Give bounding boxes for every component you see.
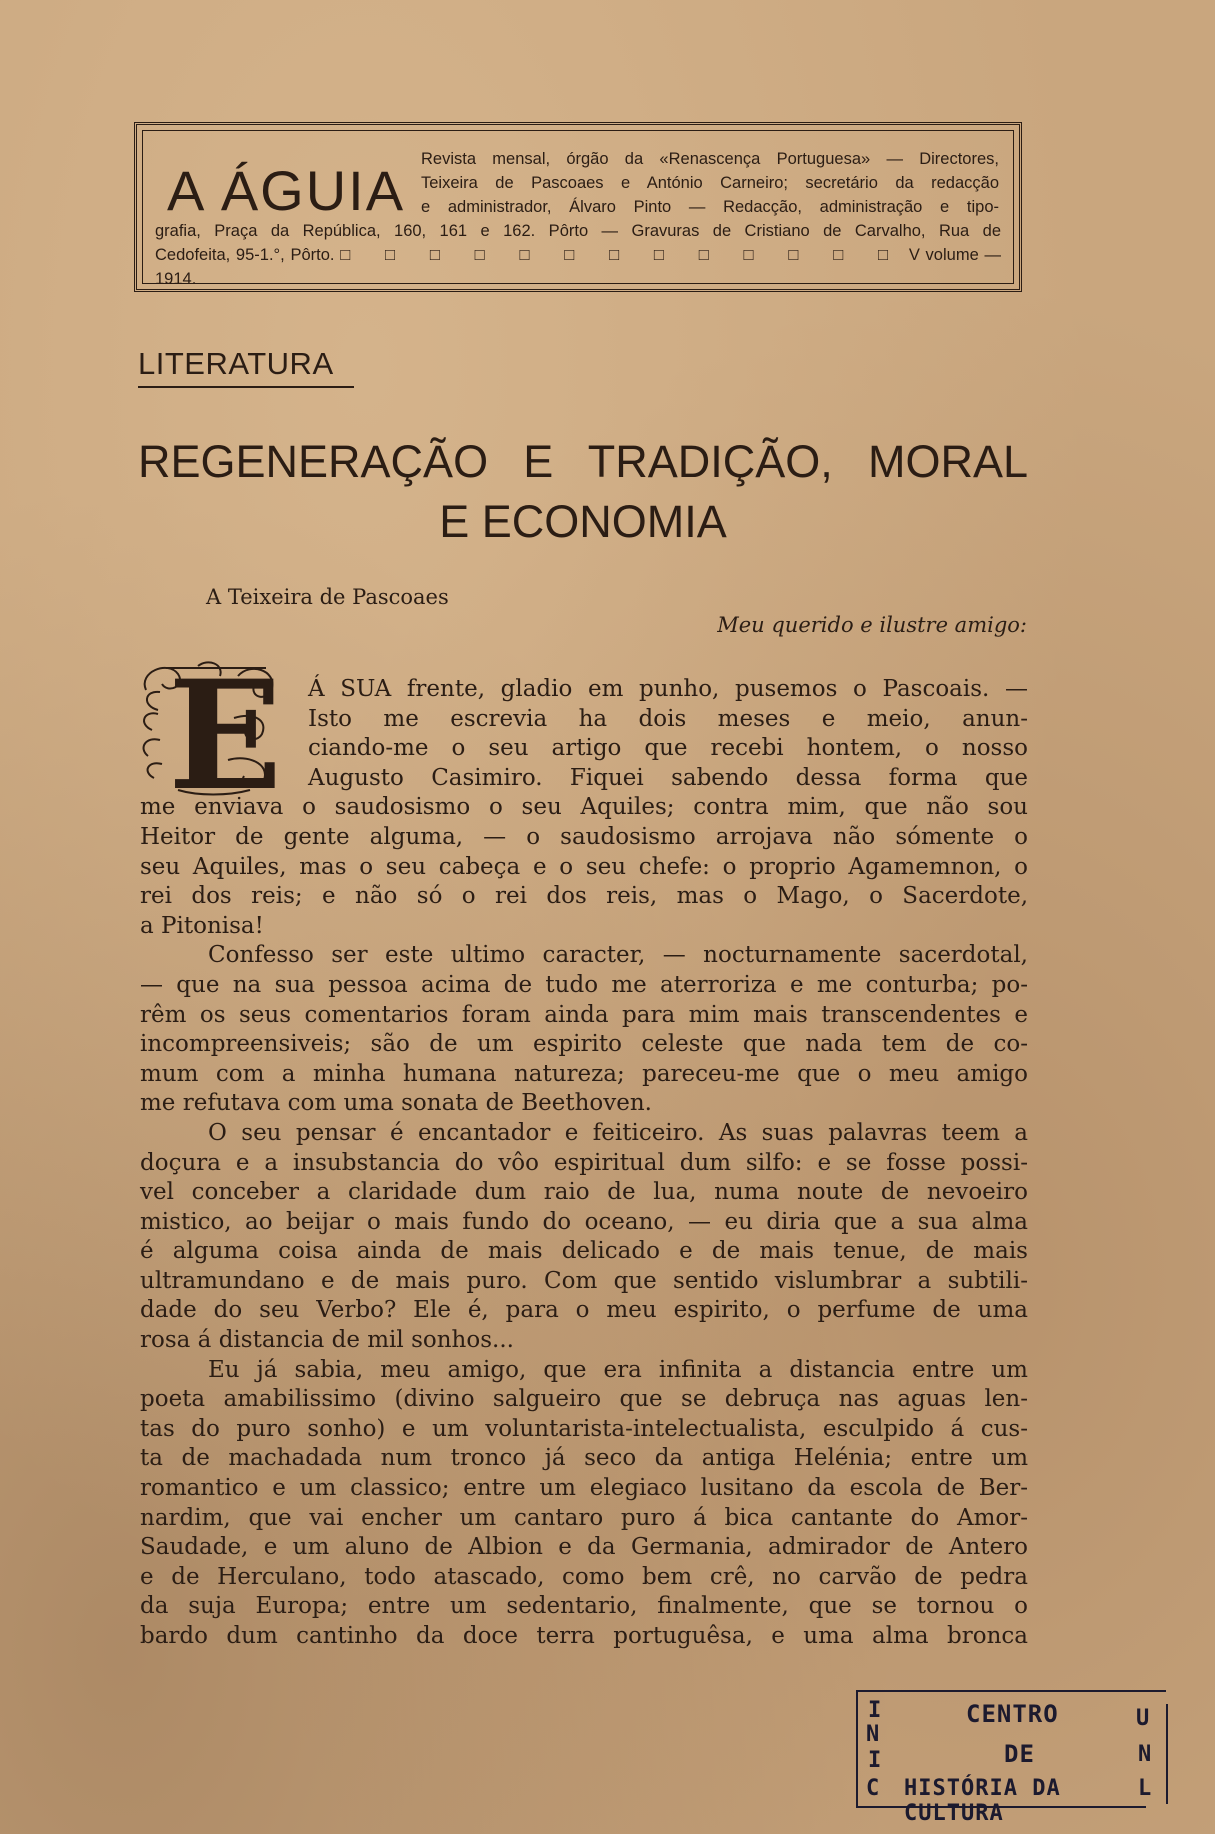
stamp-right-letter: L	[1138, 1776, 1152, 1801]
article-body	[140, 675, 1028, 1652]
body-line: rei dos reis; e não só o rei dos reis, mas o Mago, o Sacerdote,	[140, 883, 1028, 910]
stamp-line-2: DE	[1004, 1740, 1035, 1768]
body-line: Eu já sabia, meu amigo, que era infinita a distancia entre um	[208, 1356, 1028, 1383]
masthead-line-3: e administrador, Álvaro Pinto — Redacção, administração e tipo-	[421, 198, 999, 216]
stamp-left-letter: I	[868, 1698, 882, 1723]
body-line: ta de machadada num tronco já seco da antiga Helénia; entre um	[140, 1445, 1028, 1472]
body-line: me enviava o saudosismo o seu Aquiles; contra mim, que não sou	[140, 794, 1028, 821]
article-title-line-2: E ECONOMIA	[439, 496, 727, 547]
masthead-line-2: Teixeira de Pascoaes e António Carneiro; secretário da redacção	[421, 174, 999, 192]
stamp-line-3: HISTÓRIA DA CULTURA	[904, 1776, 1061, 1826]
body-line: é alguma coisa ainda de mais delicado e de mais tenue, de mais	[140, 1238, 1028, 1265]
body-line: Confesso ser este ultimo caracter, — nocturnamente sacerdotal,	[208, 942, 1028, 969]
body-line: vel conceber a claridade dum raio de lua, numa noute de nevoeiro	[140, 1179, 1028, 1206]
masthead-line-5	[155, 243, 1001, 291]
stamp-left-letter: I	[868, 1748, 882, 1773]
body-line: a Pitonisa!	[140, 912, 264, 939]
body-line: da suja Europa; entre um sedentario, finalmente, que se tornou o	[140, 1593, 1028, 1620]
body-line: seu Aquiles, mas o seu cabeça e o seu chefe: o proprio Agamemnon, o	[140, 853, 1028, 880]
body-line: mum com a minha humana natureza; pareceu-me que o meu amigo	[140, 1060, 1028, 1087]
section-underline	[138, 386, 354, 388]
stamp-border-left	[856, 1690, 858, 1808]
body-line: me refutava com uma sonata de Beethoven.	[140, 1090, 652, 1117]
body-line: Isto me escrevia ha dois meses e meio, anun-	[308, 705, 1028, 732]
stamp-left-letter: N	[866, 1722, 880, 1747]
body-line: ultramundano e de mais puro. Com que sentido vislumbrar a subtili-	[140, 1267, 1028, 1294]
body-line: ciando-me o seu artigo que recebi hontem, o nosso	[308, 735, 1028, 762]
salutation: Meu querido e ilustre amigo:	[717, 613, 1027, 637]
stamp-line-1: CENTRO	[966, 1700, 1059, 1728]
masthead-box	[134, 122, 1022, 292]
masthead-info-top	[421, 147, 999, 219]
masthead-address-end: Cedofeita, 95-1.°, Pôrto.	[155, 246, 335, 264]
library-stamp	[856, 1690, 1168, 1826]
body-line: O seu pensar é encantador e feiticeiro. As suas palavras teem a	[208, 1119, 1028, 1146]
masthead-title: A ÁGUIA	[167, 159, 406, 222]
body-line: poeta amabilissimo (divino salgueiro que se debruça nas aguas len-	[140, 1386, 1028, 1413]
body-line: nardim, que vai encher um cantaro puro á bica cantante do Amor-	[140, 1504, 1028, 1531]
masthead-ornament-dots: □ □ □ □ □ □ □ □ □ □ □ □ □	[340, 246, 904, 264]
body-line: mistico, ao beijar o mais fundo do oceano, — eu diria que a sua alma	[140, 1208, 1028, 1235]
article-title-line-1: REGENERAÇÃO E TRADIÇÃO, MORAL	[138, 436, 1028, 487]
body-line: Heitor de gente alguma, — o saudosismo arrojava não sómente o	[140, 823, 1028, 850]
stamp-right-letter: U	[1136, 1706, 1150, 1731]
masthead-line-1: Revista mensal, órgão da «Renascença Portuguesa» — Directores,	[421, 150, 999, 168]
body-line: bardo dum cantinho da doce terra portuguêsa, e uma alma bronca	[140, 1623, 1028, 1649]
section-heading: LITERATURA	[138, 346, 334, 381]
masthead-line-4: grafia, Praça da República, 160, 161 e 162. Pôrto — Gravuras de Cristiano de Carvalho, Rua de	[155, 222, 1001, 240]
body-line: Á SUA frente, gladio em punho, pusemos o Pascoais. —	[308, 676, 1028, 702]
masthead-info-bottom	[155, 219, 1001, 291]
stamp-left-letter: C	[866, 1776, 880, 1801]
stamp-border-top	[856, 1690, 1166, 1692]
body-line: doçura e a insubstancia do vôo espiritual dum silfo: e se fosse possi-	[140, 1149, 1028, 1176]
body-line: — que na sua pessoa acima de tudo me aterroriza e me conturba; po-	[140, 971, 1028, 998]
body-line: dade do seu Verbo? Ele é, para o meu espirito, o perfume de uma	[140, 1297, 1028, 1324]
dedication: A Teixeira de Pascoaes	[206, 585, 449, 609]
body-line: Saudade, e um aluno de Albion e da Germania, admirador de Antero	[140, 1534, 1028, 1561]
body-line: tas do puro sonho) e um voluntarista-intelectualista, esculpido á cus-	[140, 1415, 1028, 1442]
masthead-volume: V volume — 1914.	[155, 246, 1001, 288]
body-line: rêm os seus comentarios foram ainda para mim mais transcendentes e	[140, 1001, 1028, 1028]
body-line: Augusto Casimiro. Fiquei sabendo dessa forma que	[308, 764, 1028, 791]
article-title	[138, 432, 1028, 552]
body-line: romantico e um classico; entre um elegiaco lusitano da escola de Ber-	[140, 1475, 1028, 1502]
body-line: e de Herculano, todo atascado, como bem crê, no carvão de pedra	[140, 1563, 1028, 1590]
body-line: incompreensiveis; são de um espirito celeste que nada tem de co-	[140, 1031, 1028, 1058]
stamp-right-letter: N	[1138, 1742, 1152, 1767]
body-line: rosa á distancia de mil sonhos...	[140, 1327, 514, 1354]
dropcap-letter: E	[168, 660, 278, 798]
